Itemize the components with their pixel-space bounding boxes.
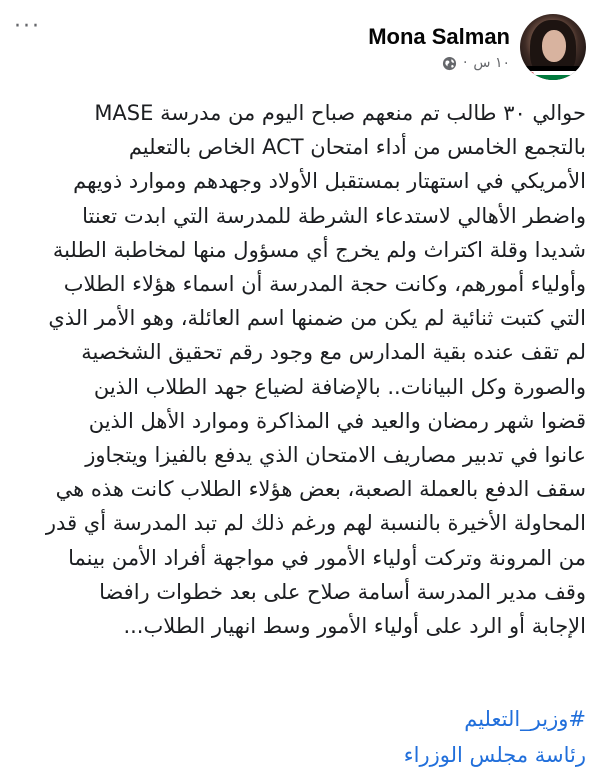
body-line: وقف مدير المدرسة أسامة صلاح على بعد خطوات رافضا: [99, 579, 586, 604]
body-line: والصورة وكل البيانات.. بالإضافة لضياع جهد الطلاب الذين: [93, 374, 586, 399]
body-line: واضطر الأهالي لاستدعاء الشرطة للمدرسة التي ابدت تعنتا: [82, 203, 586, 228]
body-line: عانوا في تدبير مصاريف الامتحان الذي يدفع بالفيزا ويتجاوز: [85, 443, 586, 468]
page-mention-link[interactable]: رئاسة مجلس الوزراء: [403, 743, 586, 767]
globe-icon: [442, 56, 457, 71]
body-line: حوالي ٣٠ طالب تم منعهم صباح اليوم من مدرسة MASE: [94, 101, 586, 125]
body-line: وأولياء أمورهم، وكانت حجة المدرسة أن اسماء هؤلاء الطلاب: [63, 272, 586, 297]
body-line: قضوا شهر رمضان والعيد في المذاكرة وموارد الأهل الذين: [88, 408, 586, 433]
avatar[interactable]: [520, 14, 586, 80]
body-line: سقف الدفع بالعملة الصعبة، بعض هؤلاء الطلاب كانت هذه هي: [55, 477, 586, 502]
body-line: لم تقف عنده بقية المدارس مع وجود رقم تحقيق الشخصية: [81, 340, 586, 365]
body-line: المحاولة الأخيرة بالنسبة لهم ورغم ذلك لم تبد المدرسة أي قدر: [45, 511, 586, 536]
hashtag-link[interactable]: #وزير_التعليم: [464, 707, 586, 731]
time-separator: ·: [462, 55, 468, 71]
post-tags: [14, 701, 586, 773]
author-name[interactable]: Mona Salman: [368, 24, 510, 49]
body-line: الإجابة أو الرد على أولياء الأمور وسط انهيار الطلاب...: [123, 614, 586, 639]
post-meta: [368, 23, 510, 71]
body-line: شديدا وقلة اكتراث ولم يخرج أي مسؤول منها لمخاطبة الطلبة: [52, 237, 586, 262]
body-line: بالتجمع الخامس من أداء امتحان ACT الخاص بالتعليم: [128, 135, 586, 160]
body-line: التي كتبت ثنائية لم يكن من ضمنها اسم العائلة، وهو الأمر الذي: [48, 306, 586, 331]
body-line: الأمريكي في استهتار بمستقبل الأولاد وجهدهم وموارد ذويهم: [73, 169, 586, 194]
post-header: [368, 14, 586, 80]
time-row: [442, 55, 510, 71]
more-options-icon[interactable]: ···: [14, 14, 41, 39]
post-timestamp[interactable]: ١٠ س: [473, 55, 510, 71]
post-body: [14, 96, 586, 643]
body-line: من المرونة وتركت أولياء الأمور في مواجهة أفراد الأمن بينما: [68, 545, 586, 570]
